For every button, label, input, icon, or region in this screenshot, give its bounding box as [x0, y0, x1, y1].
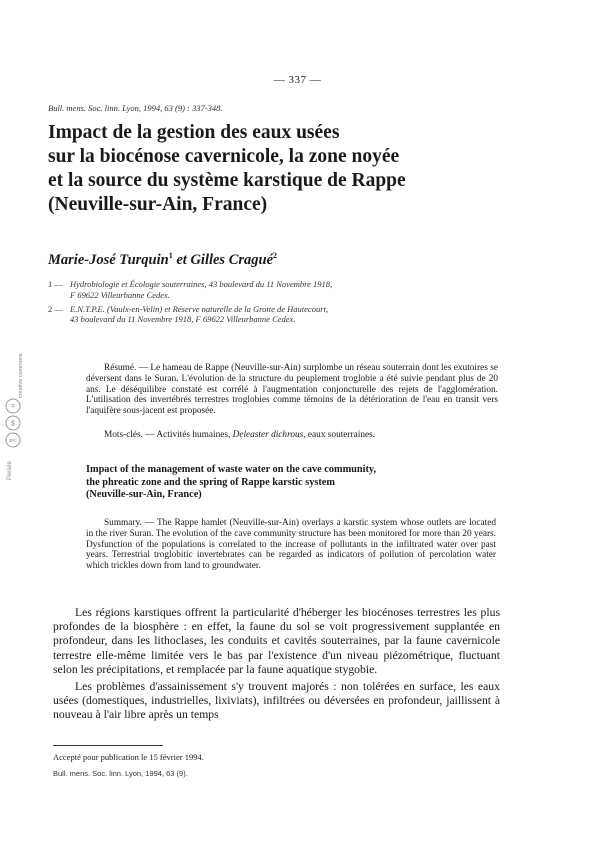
body-line: Les problèmes d'assainissement s'y trouvent majorés : non tolérées en — [75, 680, 415, 694]
abstract-line: souterrain dont les exutoires se déversent dans le Suran. L'évolution de la — [86, 363, 498, 384]
abstract-line: structure du peuplement troglobie a été suivie pendant plus de 20 ans. Le — [86, 373, 499, 395]
affiliation-marker: 1 — [168, 251, 173, 260]
abstract-line: de la détérioration de l'eau en transit vers l'aquifère sous-jacent est proposée. — [86, 395, 499, 417]
affiliation-number: 1 — — [48, 279, 63, 289]
author-name: Gilles Cragué — [190, 251, 274, 268]
affiliation-line: E.N.T.P.E. (Vaulx-en-Velin) et Réserve naturelle de la Grotte de Hautecourt, — [70, 303, 329, 314]
footnote: Accepté pour publication le 15 février 1994. — [53, 752, 204, 762]
english-title — [86, 464, 506, 502]
affiliation-text — [70, 279, 332, 300]
summary-line: of pollution of percolation water which trickles down from land to groundwater. — [86, 550, 496, 572]
summary-line: whose outlets are located in the river Suran. The evolution of the cave community — [86, 518, 496, 539]
keywords-label: Mots-clés. — — [104, 430, 155, 440]
english-title-line: Impact of the management of waste water on the cave community, — [86, 464, 377, 475]
affiliation-item — [48, 304, 528, 325]
english-summary — [86, 518, 496, 572]
keywords-species: Deleaster dichrous, — [232, 430, 306, 440]
affiliation-text — [70, 304, 328, 325]
footnote-divider — [53, 745, 163, 746]
title-line: (Neuville-sur-Ain, France) — [48, 194, 268, 215]
resume-abstract — [86, 363, 498, 417]
persee-label: Persée — [7, 460, 13, 480]
summary-paragraph — [86, 518, 496, 572]
abstract-paragraph — [86, 363, 498, 417]
creative-commons-label: creative commons — [18, 353, 24, 398]
affiliation-line: 43 boulevard du 11 Novembre 1918, F 69622 Villeurbanne Cedex. — [70, 314, 296, 324]
cc-nd-label: = — [10, 403, 16, 411]
abstract-line: l'agglomération. L'utilisation des invertébrés terrestres troglobies comme témoins — [86, 384, 498, 406]
journal-citation: Bull. mens. Soc. linn. Lyon, 1994, 63 (9) : 337-348. — [48, 103, 223, 113]
body-line: selon les précipitations, et remplacée par la faune aquatique stygobie. — [53, 662, 378, 676]
english-title-line: (Neuville-sur-Ain, France) — [86, 489, 202, 500]
license-badge[interactable] — [2, 352, 30, 484]
abstract-line: Résumé. — Le hameau de Rappe (Neuville-sur-Ain) surplombe un réseau — [104, 363, 381, 373]
affiliations — [48, 279, 528, 328]
title-line: et la source du système karstique de Rappe — [48, 170, 406, 191]
keywords-text: Activités humaines, — [154, 430, 233, 440]
summary-line: Summary. — The Rappe hamlet (Neuville-sur-Ain) overlays a karstic system — [104, 518, 398, 528]
summary-line: populations is correlated to the increase of pollutants in the infiltrated water — [161, 539, 458, 550]
title-line: sur la biocénose cavernicole, la zone noyée — [48, 146, 400, 167]
body-line: Les régions karstiques offrent la particularité d'héberger les biocénoses — [75, 606, 414, 619]
author-list — [48, 251, 277, 269]
cc-nc-label: $ — [11, 420, 15, 428]
body-line: limitée vers le bas par l'existence d'un niveau piézométrique, fluctuant — [151, 648, 500, 662]
affiliation-line: F 69622 Villeurbanne Cedex. — [70, 289, 170, 300]
affiliation-item — [48, 279, 528, 300]
body-text — [53, 606, 500, 726]
page-number: — 337 — — [273, 74, 322, 86]
affiliation-marker: 2 — [273, 251, 278, 260]
author-connector: et — [176, 251, 187, 268]
body-line: conduits et cavités souterraines, par la faune cavernicole terrestre elle-même — [53, 634, 501, 662]
title-line: Impact de la gestion des eaux usées — [48, 122, 340, 143]
affiliation-line: Hydrobiologie et Écologie souterraines, 43 boulevard du 11 Novembre 1918, — [70, 279, 333, 289]
summary-line: structure has been monitored for more than 20 years. Dysfunction of the — [86, 528, 496, 550]
body-paragraph — [53, 606, 500, 677]
body-line: voit progressivement supplantée en profondeur, dans les lithoclases, les — [53, 620, 500, 648]
body-paragraph — [53, 680, 500, 723]
cc-by-label: BY: — [9, 438, 17, 443]
keywords-tail: eaux souterraines. — [305, 430, 376, 440]
body-line: terrestres les plus profondes de la biosphère : en effet, la faune du sol se — [53, 606, 501, 634]
journal-reference: Bull. mens. Soc. linn. Lyon, 1994, 63 (9). — [53, 769, 188, 778]
keywords — [104, 430, 375, 440]
summary-line: over past years. Terrestrial troglobitic invertebrates can be regarded as indicators — [86, 539, 496, 561]
body-line: surface, les eaux usées (domestiques, industrielles, lixiviats), infiltrées ou — [53, 680, 500, 708]
article-title — [48, 121, 558, 217]
abstract-line: déséquilibre constaté est corrélé à l'augmentation conjoncturelle des rejets de — [120, 384, 433, 395]
author-name: Marie-José Turquin — [48, 251, 169, 268]
body-line: déversées en profondeur, jaillissent à nouveau à l'air libre après un temps — [53, 694, 501, 722]
affiliation-number: 2 — — [48, 303, 63, 314]
english-title-line: the phreatic zone and the spring of Rappe karstic system — [86, 476, 335, 488]
